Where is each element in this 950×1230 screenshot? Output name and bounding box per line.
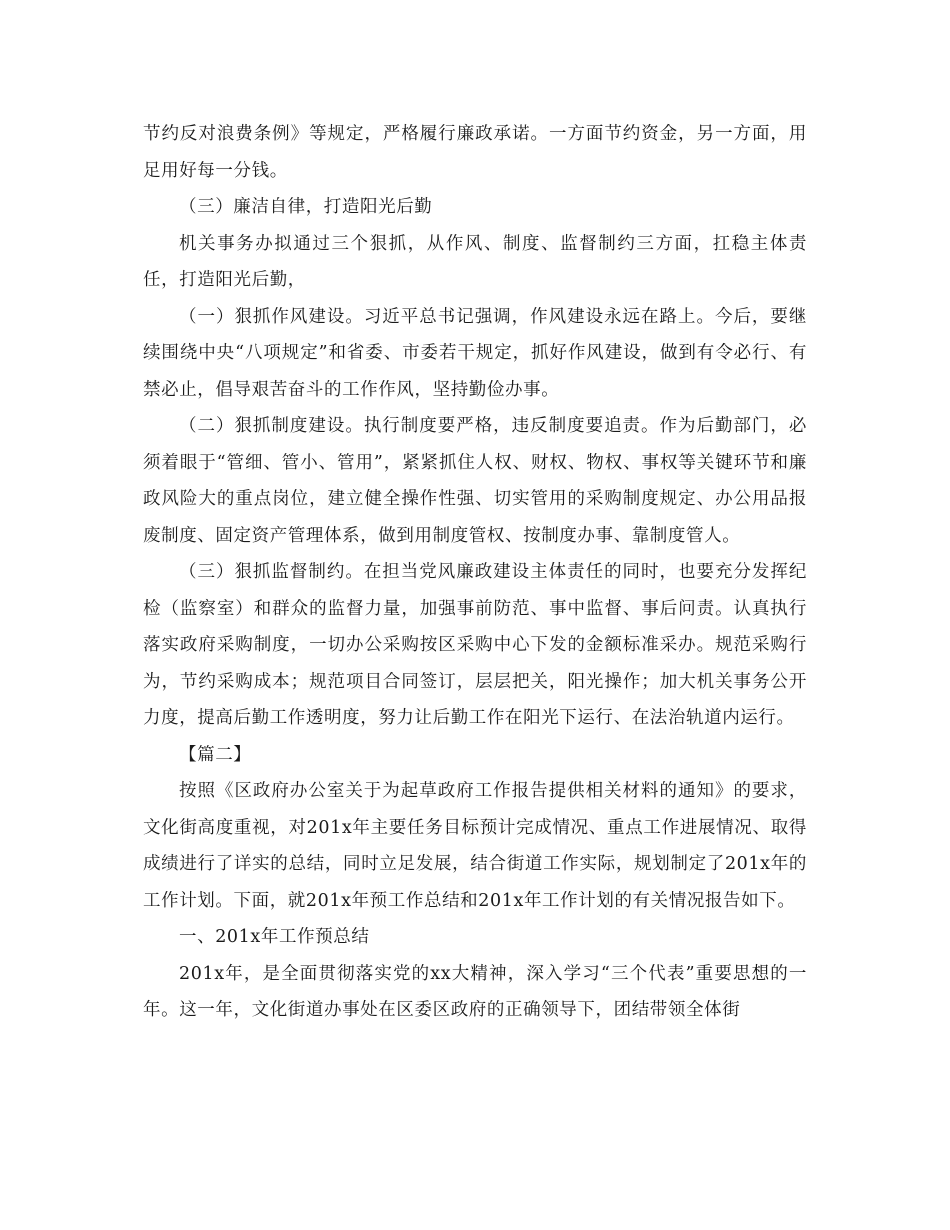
paragraph-intro-part-two: 按照《区政府办公室关于为起草政府工作报告提供相关材料的通知》的要求，文化街高度重视，对201x年主要任务目标预计完成情况、重点工作进展情况、取得成绩进行了详实的总结，同时立足发展，结合街道工作实际，规划制定了201x年的工作计划。下面，就201x年预工作总结和201x年工作计划的有关情况报告如下。 [143,781,807,911]
paragraph-annual-summary: 201x年，是全面贯彻落实党的xx大精神，深入学习“三个代表”重要思想的一年。这一年，文化街道办事处在区委区政府的正确领导下，团结带领全体街 [143,963,807,1020]
document-body [143,116,807,1029]
section-heading-annual-summary: 一、201x年工作预总结 [179,927,370,947]
paragraph-2: 机关事务办拟通过三个狠抓，从作风、制度、监督制约三方面，扛稳主体责任，打造阳光后勤， [143,233,807,290]
paragraph-work-style: （一）狠抓作风建设。习近平总书记强调，作风建设永远在路上。今后，要继续围绕中央“八项规定”和省委、市委若干规定，抓好作风建设，做到有令必行、有禁必止，倡导艰苦奋斗的工作作风，坚持勤俭办事。 [143,306,807,400]
section-heading-3-integrity: （三）廉洁自律，打造阳光后勤 [179,197,433,217]
paragraph-1: 节约反对浪费条例》等规定，严格履行廉政承诺。一方面节约资金，另一方面，用足用好每一分钱。 [143,124,807,181]
paragraph-supervision: （三）狠抓监督制约。在担当党风廉政建设主体责任的同时，也要充分发挥纪检（监察室）和群众的监督力量，加强事前防范、事中监督、事后问责。认真执行落实政府采购制度，一切办公采购按区采购中心下发的金额标准采办。规范采购行为，节约采购成本；规范项目合同签订，层层把关，阳光操作；加大机关事务公开力度，提高后勤工作透明度，努力让后勤工作在阳光下运行、在法治轨道内运行。 [143,562,807,728]
paragraph-system-building: （二）狠抓制度建设。执行制度要严格，违反制度要追责。作为后勤部门，必须着眼于“管细、管小、管用”，紧紧抓住人权、财权、物权、事权等关键环节和廉政风险大的重点岗位，建立健全操作性强、切实管用的采购制度规定、办公用品报废制度、固定资产管理体系，做到用制度管权、按制度办事、靠制度管人。 [143,416,807,546]
chapter-heading-part-two: 【篇二】 [179,744,252,765]
